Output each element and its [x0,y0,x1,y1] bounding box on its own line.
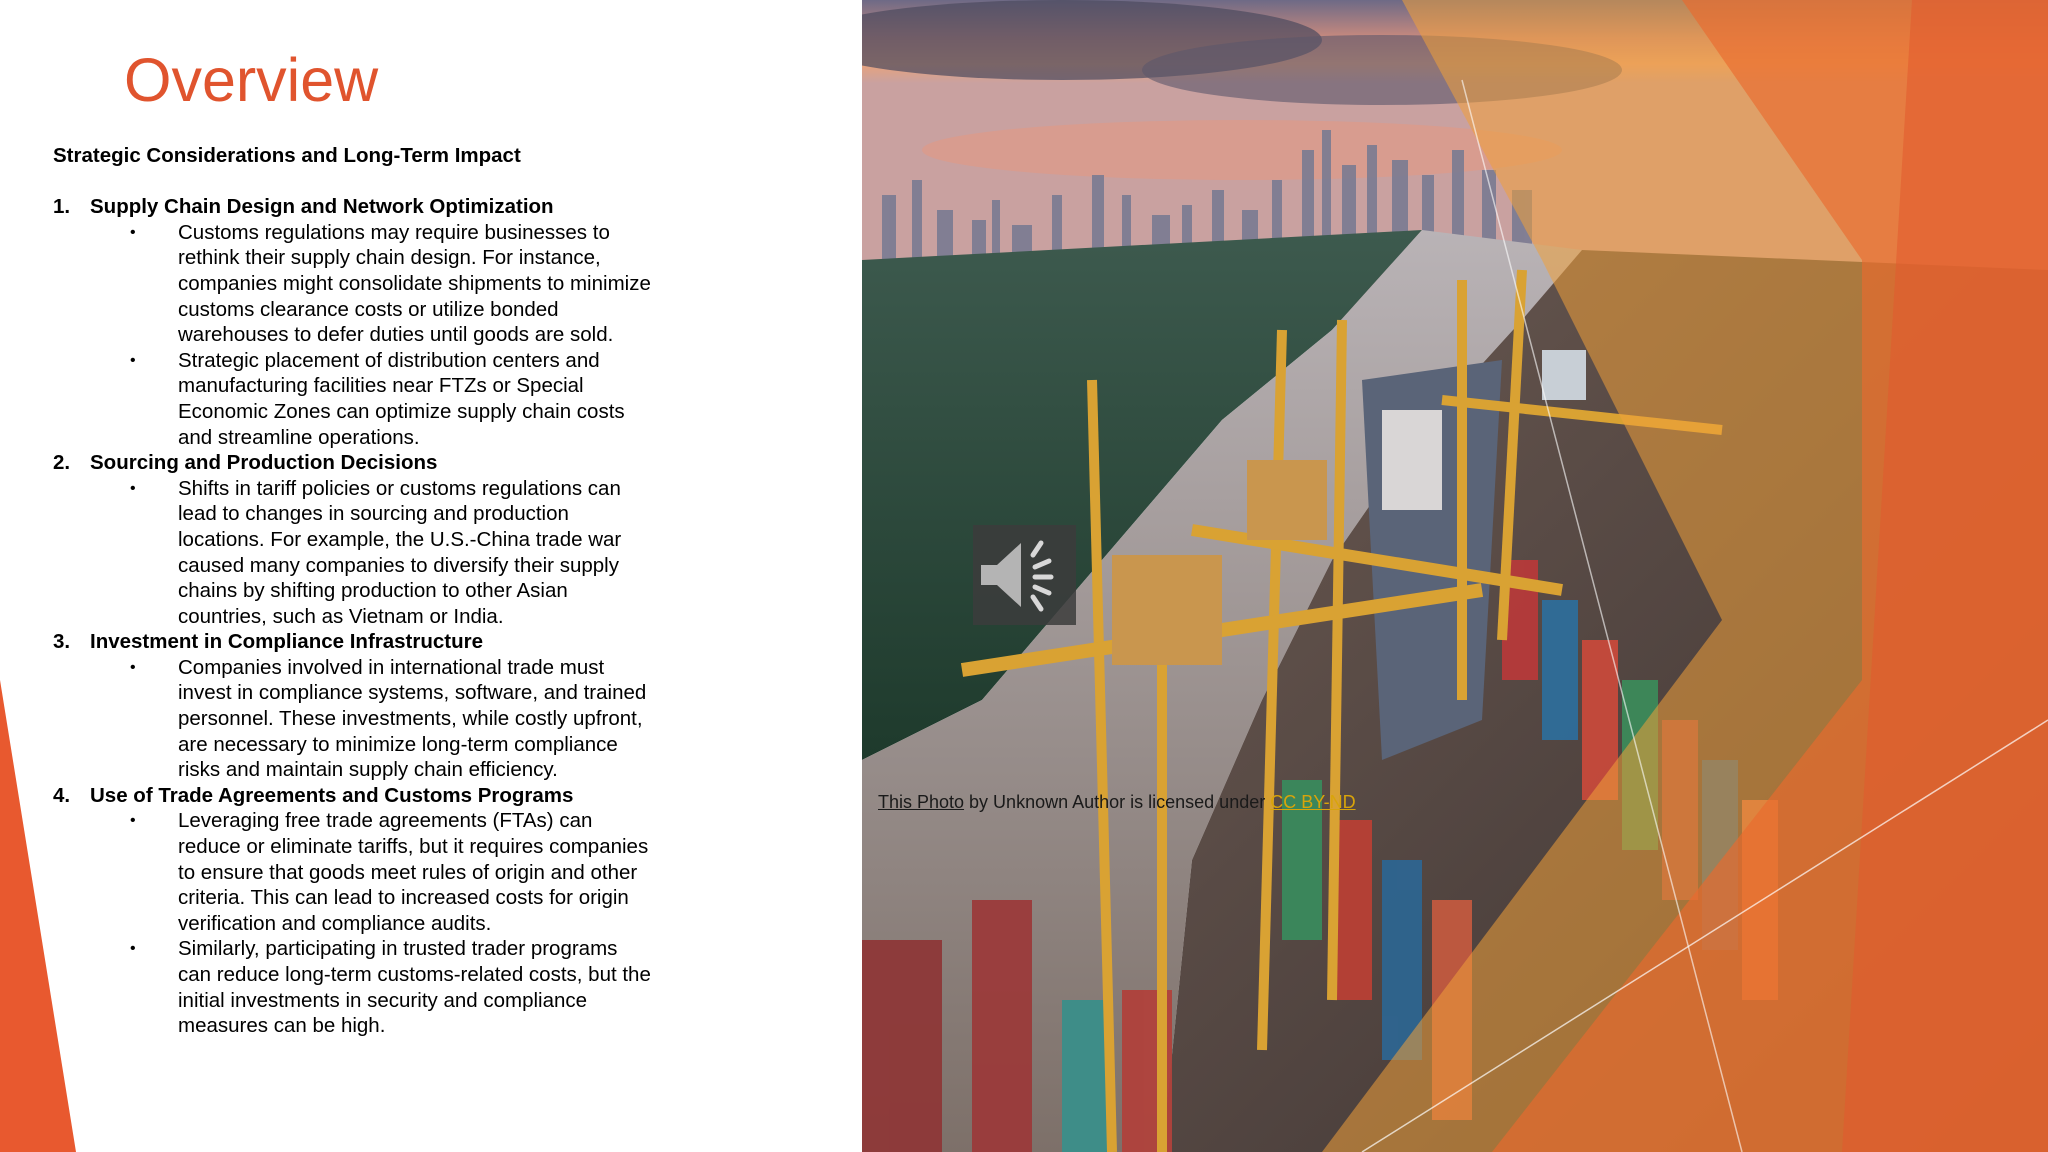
bullet-item [53,220,683,348]
bullet-line: risks and maintain supply chain efficiency. [178,758,558,782]
bullet-line: Similarly, participating in trusted trader programs [178,937,618,961]
bullet-line: Shifts in tariff policies or customs regulations can [178,476,621,500]
section-heading-text: Investment in Compliance Infrastructure [90,630,484,654]
bullet-line: caused many companies to diversify their supply [178,553,619,577]
bullet-line: Economic Zones can optimize supply chain costs [178,399,625,423]
bullet-line: and streamline operations. [178,425,420,449]
bullet-line: can reduce long-term customs-related costs, but the [178,963,651,986]
bullet-item [53,936,683,1038]
speaker-icon[interactable] [973,525,1076,625]
section-heading [53,783,683,809]
bullet-line: Leveraging free trade agreements (FTAs) can [178,809,593,833]
section-heading-text: Supply Chain Design and Network Optimization [90,195,554,219]
bullet-line: reduce or eliminate tariffs, but it requires companies [178,835,649,859]
slide-title: Overview [124,46,379,114]
bullet-item [53,476,683,630]
bullet-line: personnel. These investments, while costly upfront, [178,707,643,731]
bullet-dot-icon: • [130,479,136,497]
bullet-line: invest in compliance systems, software, and trained [178,681,647,705]
bullet-dot-icon: • [130,658,136,676]
bullet-line: rethink their supply chain design. For instance, [178,246,601,270]
section-heading-text: Sourcing and Production Decisions [90,451,438,475]
bullet-line: customs clearance costs or utilize bonded [178,297,559,321]
bullet-dot-icon: • [130,812,136,830]
bullet-item [53,348,683,450]
bullet-line: companies might consolidate shipments to minimize [178,271,651,295]
bullet-line: are necessary to minimize long-term compliance [178,732,618,756]
bullet-line: measures can be high. [178,1014,386,1038]
photo-link[interactable]: This Photo [878,792,965,812]
photo-caption [878,792,1356,813]
section-number: 4. [53,783,71,807]
caption-text: by Unknown Author is licensed under [964,792,1271,812]
section-number: 1. [53,195,71,219]
bullet-line: initial investments in security and compliance [178,988,588,1012]
section-heading-text: Use of Trade Agreements and Customs Programs [90,783,574,807]
section-number: 2. [53,451,71,475]
bullet-item [53,655,683,783]
bullet-line: chains by shifting production to other Asian [178,579,568,603]
bullet-dot-icon: • [130,351,136,369]
section-list [53,194,683,1039]
section-heading [53,450,683,476]
section-heading [53,194,683,220]
bullet-line: manufacturing facilities near FTZs or Special [178,374,584,398]
bullet-dot-icon: • [130,940,136,958]
bullet-dot-icon: • [130,223,136,241]
bullet-line: verification and compliance audits. [178,911,492,935]
section-heading [53,629,683,655]
bullet-line: Customs regulations may require businesses to [178,220,610,244]
bullet-line: locations. For example, the U.S.-China trade war [178,527,622,551]
bullet-line: Strategic placement of distribution centers and [178,348,600,372]
section-number: 3. [53,630,71,654]
bullet-line: to ensure that goods meet rules of origin and other [178,860,638,884]
bullet-item [53,808,683,936]
bullet-line: lead to changes in sourcing and production [178,502,569,526]
bullet-line: countries, such as Vietnam or India. [178,604,504,628]
license-link[interactable]: CC BY-ND [1270,792,1356,812]
slide-body [53,143,683,1039]
slide-subtitle: Strategic Considerations and Long-Term Impact [53,144,521,167]
bullet-line: Companies involved in international trade must [178,655,605,679]
bullet-line: criteria. This can lead to increased costs for origin [178,886,629,910]
bullet-line: warehouses to defer duties until goods are sold. [178,323,614,347]
